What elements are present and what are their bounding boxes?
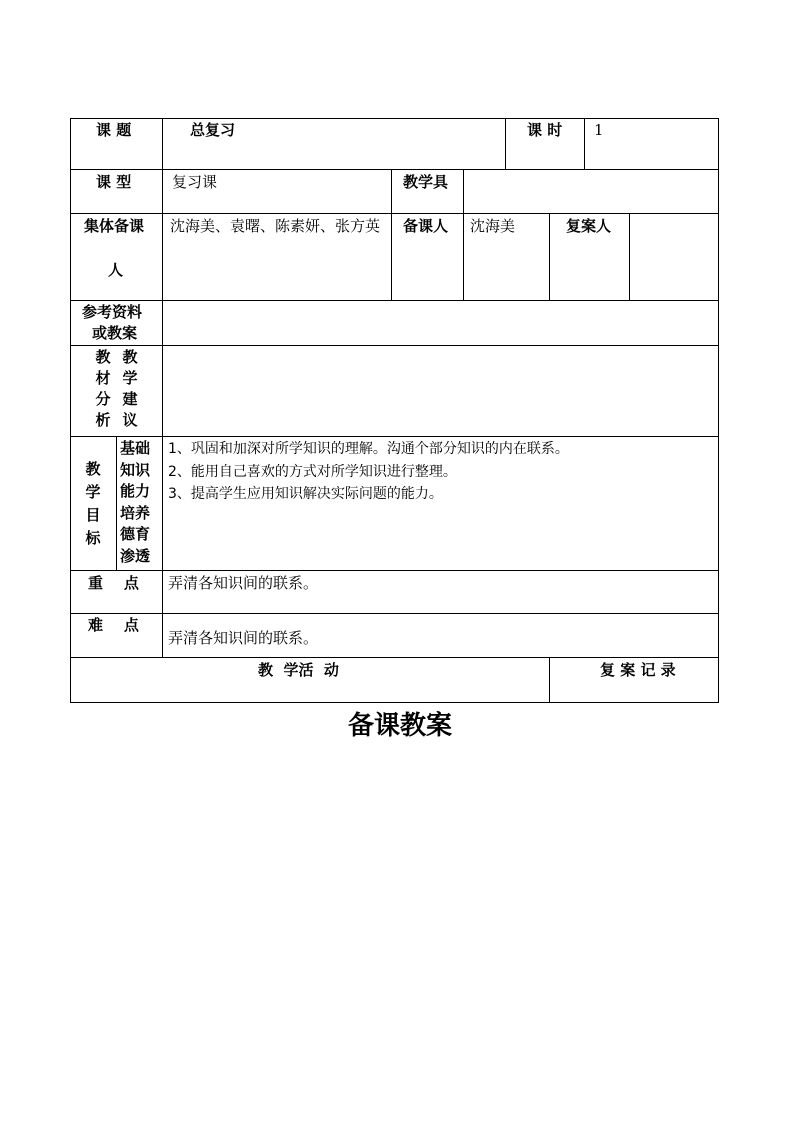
difficulty-label: 难 点 — [88, 616, 139, 634]
type-value: 复习课 — [172, 173, 218, 191]
page-title: 备课教案 — [347, 711, 452, 741]
group-label: 集体备课 — [84, 217, 145, 235]
table-bottom-border — [70, 702, 719, 703]
analysis-label-col2: 教 学 建 议 — [122, 348, 138, 429]
row-divider — [70, 570, 719, 571]
topic-value: 总复习 — [190, 121, 236, 139]
analysis-label-col1: 教 材 分 析 — [95, 348, 111, 429]
cell-divider — [505, 118, 506, 170]
row-divider — [70, 213, 719, 214]
row-divider — [70, 657, 719, 658]
reference-label-cont: 或教案 — [92, 324, 138, 342]
goals-subcolumn-divider — [116, 436, 117, 571]
row-divider — [70, 613, 719, 614]
activity-label: 教 学活 动 — [258, 661, 339, 679]
preparer-value: 沈海美 — [470, 217, 516, 235]
table-top-border — [70, 118, 719, 119]
row-divider — [70, 436, 719, 437]
cell-divider — [549, 657, 550, 703]
cell-divider — [391, 169, 392, 301]
topic-label: 课 题 — [96, 121, 132, 139]
row-divider — [70, 300, 719, 301]
preparer-label: 备课人 — [403, 217, 449, 235]
list-item: 3、提高学生应用知识解决实际问题的能力。 — [168, 486, 443, 502]
row-divider — [70, 169, 719, 170]
goals-list — [168, 438, 569, 506]
list-item: 1、巩固和加深对所学知识的理解。沟通个部分知识的内在联系。 — [168, 441, 569, 457]
table-left-border — [70, 118, 71, 703]
period-value: 1 — [594, 121, 604, 139]
difficulty-value: 弄清各知识间的联系。 — [168, 629, 319, 647]
cell-divider — [629, 213, 630, 301]
cell-divider — [463, 169, 464, 301]
group-value: 沈海美、袁曙、陈素妍、张方英 — [170, 217, 381, 235]
key-point-value: 弄清各知识间的联系。 — [168, 574, 319, 592]
type-label: 课 型 — [96, 173, 132, 191]
period-label: 课 时 — [527, 121, 563, 139]
reference-label: 参考资料 — [82, 303, 143, 321]
row-divider — [70, 345, 719, 346]
key-point-label: 重 点 — [88, 574, 139, 592]
goals-sub-labels: 基础 知识 能力 培养 德育 渗透 — [120, 439, 151, 565]
review-record-label: 复 案 记 录 — [600, 661, 676, 679]
label-column-divider — [162, 118, 163, 658]
group-label-cont: 人 — [108, 261, 124, 279]
tools-label: 教学具 — [403, 173, 449, 191]
goals-label: 教 学 目 标 — [85, 460, 101, 547]
list-item: 2、能用自己喜欢的方式对所学知识进行整理。 — [168, 463, 457, 480]
reviewer-label: 复案人 — [566, 217, 612, 235]
table-right-border — [718, 118, 719, 703]
cell-divider — [584, 118, 585, 170]
cell-divider — [549, 213, 550, 301]
